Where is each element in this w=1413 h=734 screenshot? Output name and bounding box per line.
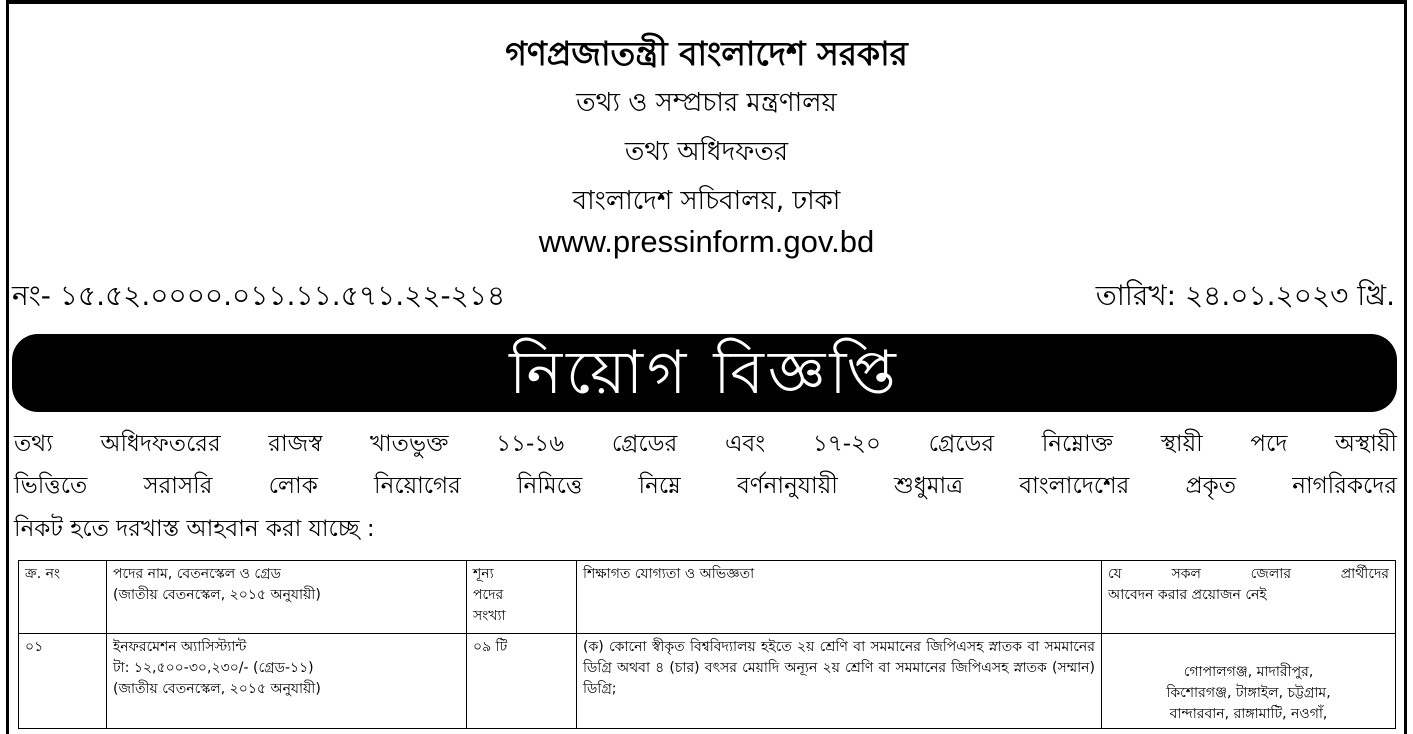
row-vacancy — [467, 634, 577, 729]
office-location: বাংলাদেশ সচিবালয়, ঢাকা — [572, 186, 841, 216]
header-vacancy — [467, 561, 577, 634]
header-districts-label: যে সকল জেলার প্রার্থীদের — [1108, 566, 1389, 582]
header-vacancy-label: সংখ্যা — [473, 608, 506, 624]
row-post — [107, 634, 467, 729]
notice-title-banner — [12, 334, 1397, 412]
row-qualification — [577, 634, 1102, 729]
header-qualification-label: শিক্ষাগত যোগ্যতা ও অভিজ্ঞতা — [583, 566, 755, 582]
ministry-name: তথ্য ও সম্প্রচার মন্ত্রণালয় — [576, 88, 837, 118]
header-post — [107, 561, 467, 634]
row-district-line: গোপালগঞ্জ, মাদারীপুর, — [1183, 664, 1314, 680]
row-serial — [19, 634, 107, 729]
department-name: তথ্য অধিদফতর — [624, 137, 789, 167]
header-post-note: (জাতীয় বেতনস্কেল, ২০১৫ অনুযায়ী) — [113, 587, 321, 603]
row-post-name: ইনফরমেশন অ্যাসিস্ট্যান্ট — [113, 639, 247, 655]
vacancy-table — [18, 560, 1396, 729]
header-serial-label: ক্র. নং — [25, 566, 60, 582]
memo-date: তারিখ: ২৪.০১.২০২৩ খ্রি. — [1095, 279, 1395, 312]
header-districts — [1102, 561, 1396, 634]
memo-number: নং- ১৫.৫২.০০০০.০১১.১১.৫৭১.২২-২১৪ — [12, 279, 506, 312]
row-serial-value: ০১ — [25, 639, 44, 655]
table-row — [19, 634, 1396, 729]
row-district-line: বান্দারবান, রাঙ্গামাটি, নওগাঁ, — [1169, 706, 1328, 722]
row-vacancy-count: ০৯ টি — [473, 639, 508, 655]
website-url: www.pressinform.gov.bd — [538, 224, 875, 259]
header-qualification — [577, 561, 1102, 634]
header-post-label: পদের নাম, বেতনস্কেল ও গ্রেড — [113, 566, 281, 582]
row-scale-note: (জাতীয় বেতনস্কেল, ২০১৫ অনুযায়ী) — [113, 681, 321, 697]
row-qualification-text: (ক) কোনো স্বীকৃত বিশ্ববিদ্যালয় হইতে ২য় শ্রেণি বা সমমানের জিপিএসহ স্নাতক বা সমমানের ডিগ্রি অথবা ৪ (চার) বৎসর মেয়াদি অন্যূন ২য় শ্রেণি বা সমমানের জিপিএসহ স্নাতক (সম্মান) ডিগ্রি; — [583, 639, 1095, 697]
intro-line: তথ্য অধিদফতরের রাজস্ব খাতভুক্ত ১১-১৬ গ্রেডের এবং ১৭-২০ গ্রেডের নিম্নোক্ত স্থায়ী পদে অস্থায়ী — [14, 431, 1397, 457]
table-header-row — [19, 561, 1396, 634]
header-districts-label: আবেদন করার প্রয়োজন নেই — [1108, 587, 1267, 603]
row-pay-scale: টা: ১২,৫০০-৩০,২৩০/- (গ্রেড-১১) — [113, 660, 314, 676]
header-vacancy-label: পদের — [473, 587, 504, 603]
row-districts — [1102, 634, 1396, 729]
government-name: গণপ্রজাতন্ত্রী বাংলাদেশ সরকার — [505, 34, 908, 73]
page-border-top — [6, 0, 1407, 4]
intro-line: নিকট হতে দরখাস্ত আহবান করা যাচ্ছে : — [14, 516, 375, 542]
header-vacancy-label: শূন্য — [473, 566, 494, 582]
header-serial — [19, 561, 107, 634]
intro-line: ভিত্তিতে সরাসরি লোক নিয়োগের নিমিত্তে নিম্নে বর্ণনানুযায়ী শুধুমাত্র বাংলাদেশের প্রকৃত নাগরিকদের — [14, 473, 1397, 499]
notice-title: নিয়োগ বিজ্ঞপ্তি — [509, 338, 900, 408]
row-district-line: কিশোরগঞ্জ, টাঙ্গাইল, চট্টগ্রাম, — [1166, 685, 1331, 701]
